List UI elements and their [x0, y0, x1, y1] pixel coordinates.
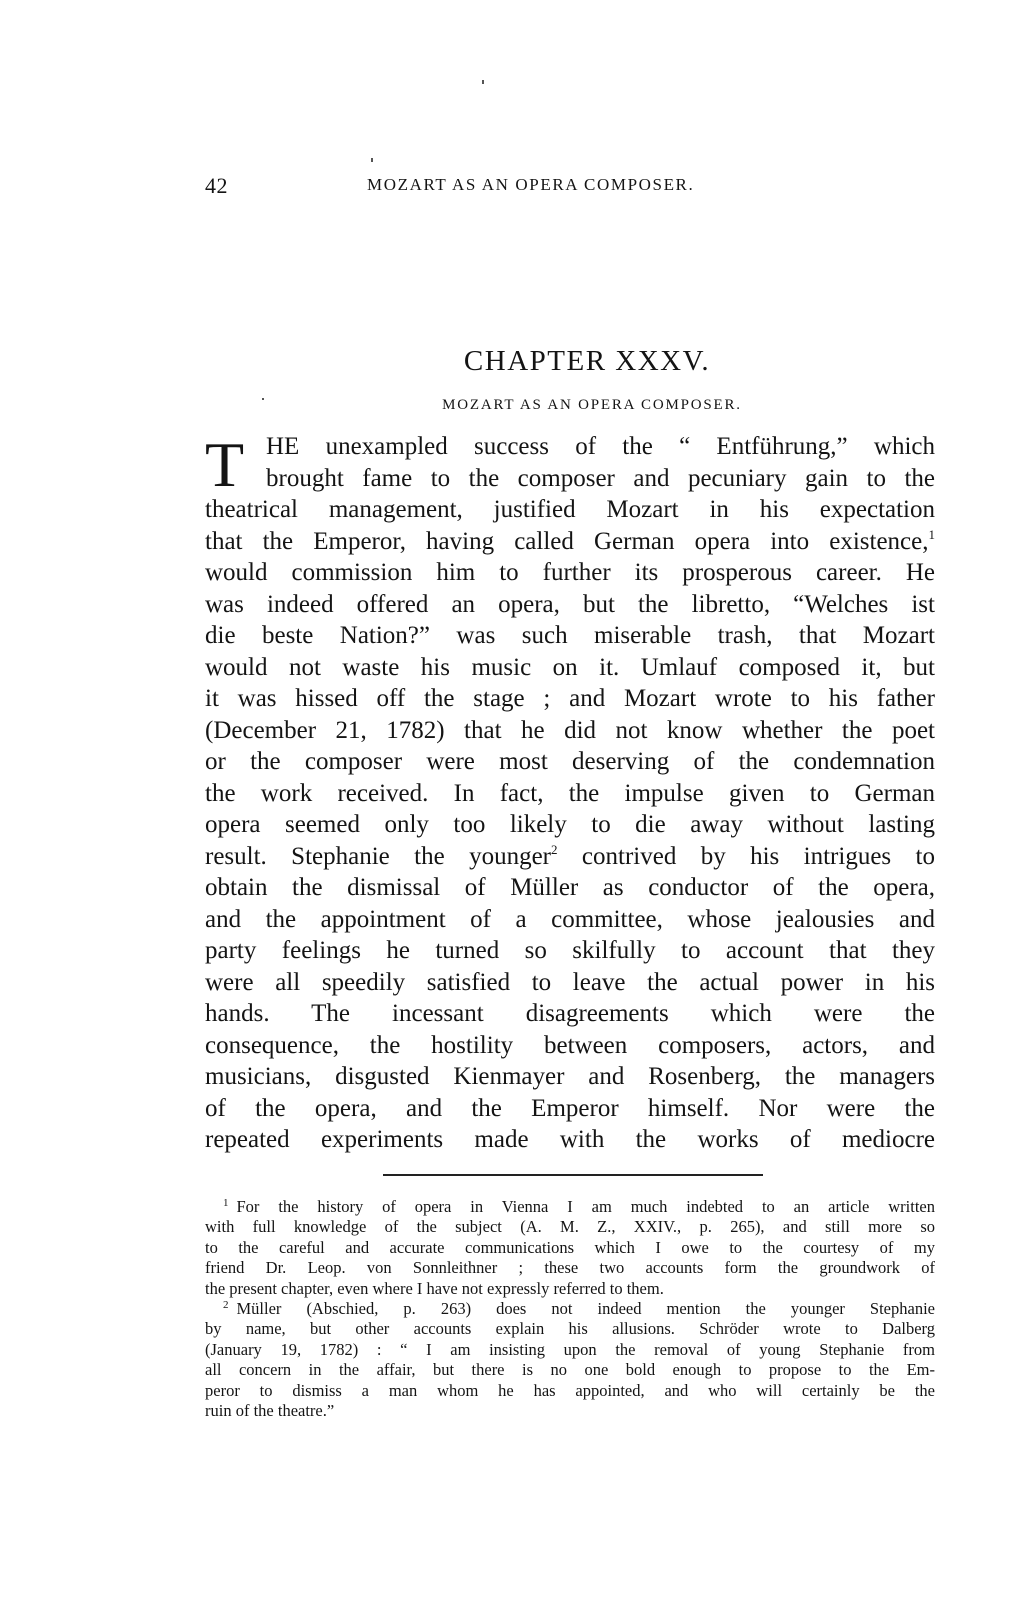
footnotes	[205, 1197, 935, 1421]
body-text	[205, 431, 935, 1156]
footnote-line: friend Dr. Leop. von Sonnleithner ; these two accounts form the groundwork of	[205, 1258, 935, 1278]
body-line: were all speedily satisfied to leave the actual power in his	[205, 968, 935, 996]
page-number: 42	[205, 173, 228, 198]
footnote-marker: 1	[223, 1197, 229, 1209]
chapter-heading: CHAPTER XXXV.	[463, 345, 711, 377]
chapter-subtitle: MOZART AS AN OPERA COMPOSER.	[442, 397, 742, 413]
footnote-marker: 2	[223, 1298, 229, 1311]
body-line: would commission him to further its prosperous career. He	[205, 559, 935, 586]
footnote-line: all concern in the affair, but there is no one bold enough to propose to the Em-	[205, 1360, 935, 1380]
footnote-line: by name, but other accounts explain his allusions. Schröder wrote to Dalberg	[205, 1319, 935, 1339]
footnote-line-text: For the history of opera in Vienna I am much indebted to an article written	[236, 1197, 935, 1216]
scan-speck	[482, 80, 484, 84]
body-line: and the appointment of a committee, whose jealousies and	[205, 905, 935, 933]
drop-cap: T	[205, 429, 245, 500]
body-line: the work received. In fact, the impulse given to German	[205, 779, 935, 807]
body-line: repeated experiments made with the works of mediocre	[205, 1126, 935, 1153]
footnote-2	[205, 1299, 935, 1421]
body-line-text: contrived by his intrigues to	[581, 842, 935, 870]
body-line: musicians, disgusted Kienmayer and Rosenberg, the managers	[205, 1063, 935, 1090]
running-title: MOZART AS AN OPERA COMPOSER.	[367, 175, 695, 194]
body-line: it was hissed off the stage ; and Mozart wrote to his father	[205, 685, 935, 712]
footnote-line: to the careful and accurate communications which I owe to the courtesy of my	[205, 1237, 935, 1257]
footnote-line: (January 19, 1782) : “ I am insisting upon the removal of young Stephanie from	[205, 1339, 935, 1359]
footnote-reference: 2	[551, 841, 558, 857]
footnote-line: with full knowledge of the subject (A. M. Z., XXIV., p. 265), and still more so	[205, 1217, 935, 1237]
body-line: or the composer were most deserving of the condemnation	[205, 748, 935, 775]
body-line: party feelings he turned so skilfully to account that they	[205, 937, 935, 964]
footnote-line: peror to dismiss a man whom he has appointed, and who will certainly be the	[205, 1380, 935, 1400]
body-line: of the opera, and the Emperor himself. Nor were the	[205, 1094, 935, 1122]
running-head	[205, 173, 935, 203]
body-line: HE unexampled success of the “ Entführung,” which	[266, 433, 935, 460]
footnote-divider	[383, 1174, 763, 1176]
footnote-line: the present chapter, even where I have not expressly referred to them.	[205, 1278, 664, 1298]
body-line: (December 21, 1782) that he did not know whether the poet	[205, 716, 935, 744]
footnote-line	[205, 1299, 935, 1319]
body-line: would not waste his music on it. Umlauf composed it, but	[205, 653, 935, 681]
body-line-text: result. Stephanie the younger	[205, 842, 552, 870]
body-line	[205, 841, 935, 873]
body-line: brought fame to the composer and pecuniary gain to the	[266, 464, 935, 492]
footnote-line	[205, 1197, 935, 1217]
body-line: theatrical management, justified Mozart in his expectation	[205, 496, 935, 523]
footnote-line: ruin of the theatre.”	[205, 1400, 335, 1420]
body-line: die beste Nation?” was such miserable trash, that Mozart	[205, 622, 935, 649]
body-line: was indeed offered an opera, but the libretto, “Welches ist	[205, 590, 935, 618]
body-line-text: that the Emperor, having called German opera into existence,	[205, 527, 929, 555]
footnote-1	[205, 1197, 935, 1299]
drop-cap-block	[205, 429, 935, 500]
scan-speck	[371, 158, 373, 162]
footnote-line-text: Müller (Abschied, p. 263) does not indeed mention the younger Stephanie	[236, 1298, 935, 1318]
footnote-reference: 1	[928, 526, 935, 542]
body-line: consequence, the hostility between composers, actors, and	[205, 1031, 935, 1059]
body-line: hands. The incessant disagreements which were the	[205, 1000, 935, 1027]
body-line	[205, 526, 935, 558]
body-line: obtain the dismissal of Müller as conductor of the opera,	[205, 874, 935, 901]
body-line: opera seemed only too likely to die away without lasting	[205, 811, 935, 838]
